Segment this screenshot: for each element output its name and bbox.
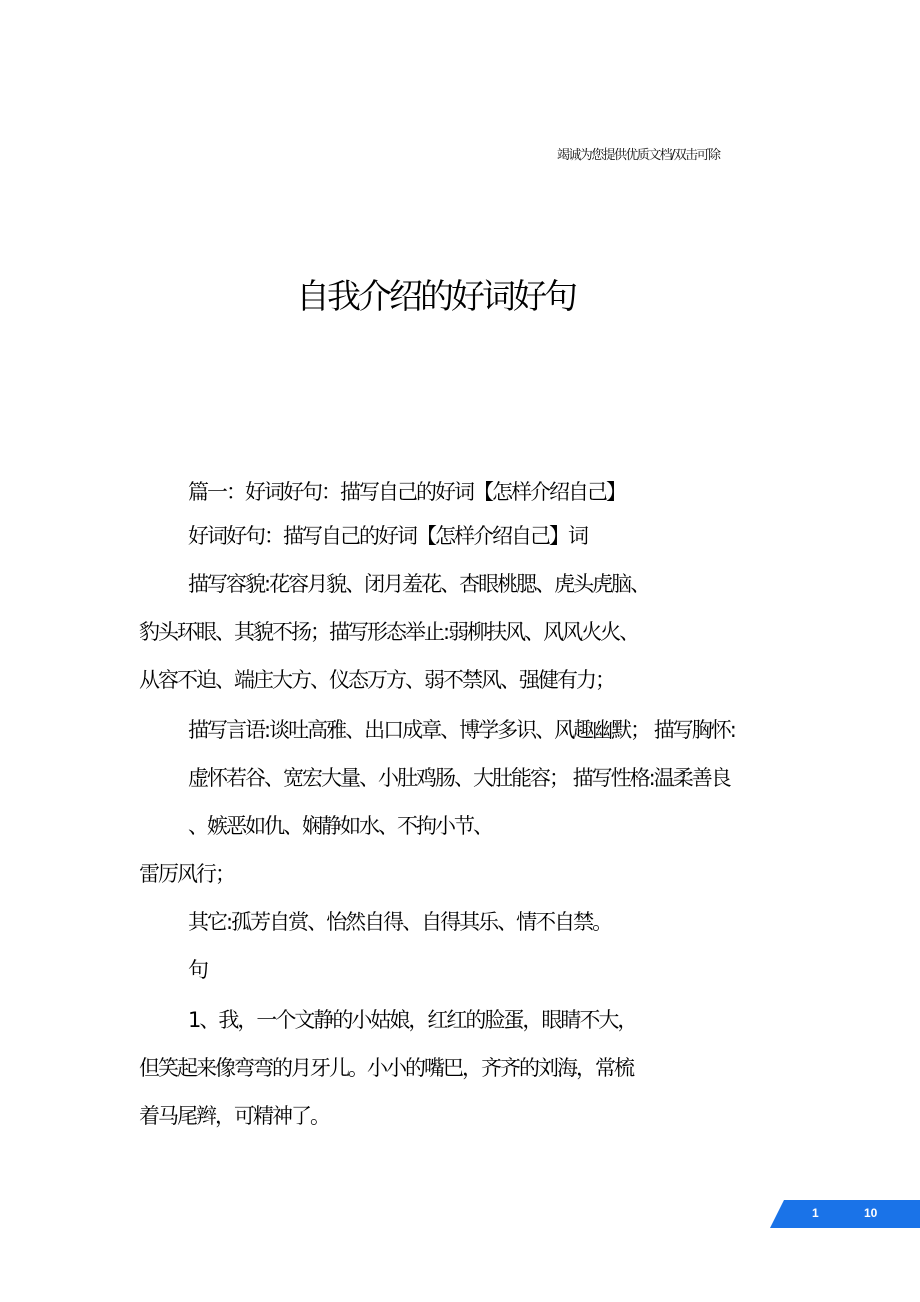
body-line-3: 描写容貌:花容月貌、闭月羞花、杏眼桃腮、虎头虎脑、 xyxy=(188,572,650,596)
body-line-12: 1、我，一个文静的小姑娘，红红的脸蛋，眼睛不大， xyxy=(188,1008,637,1032)
document-title: 自我介绍的好词好句 xyxy=(296,276,575,317)
page-footer xyxy=(770,1200,920,1228)
body-line-6: 描写言语:谈吐高雅、出口成章、博学多识、风趣幽默； 描写胸怀: xyxy=(188,718,735,742)
body-line-5: 从容不迫、端庄大方、仪态万方、弱不禁风、强健有力； xyxy=(139,668,614,692)
body-line-1: 篇一：好词好句：描写自己的好词【怎样介绍自己】 xyxy=(188,480,625,504)
body-line-7: 虚怀若谷、宽宏大量、小肚鸡肠、大肚能容； 描写性格:温柔善良 xyxy=(188,766,730,790)
body-line-11: 句 xyxy=(188,958,207,982)
body-line-2: 好词好句：描写自己的好词【怎样介绍自己】词 xyxy=(188,524,587,548)
header-note: 竭诚为您提供优质文档/双击可除 xyxy=(557,148,720,163)
body-line-10: 其它:孤芳自赏、怡然自得、自得其乐、情不自禁。 xyxy=(188,910,612,934)
body-line-9: 雷厉风行； xyxy=(139,862,234,886)
page-indicator-shape xyxy=(770,1200,920,1228)
body-line-13: 但笑起来像弯弯的月牙儿。小小的嘴巴，齐齐的刘海，常梳 xyxy=(139,1056,633,1080)
page-total-number: 10 xyxy=(864,1206,878,1220)
body-line-14: 着马尾辫，可精神了。 xyxy=(139,1104,329,1128)
body-line-8: 、嫉恶如仇、娴静如水、不拘小节、 xyxy=(188,814,492,838)
page-current-number: 1 xyxy=(812,1206,819,1220)
body-line-4: 豹头环眼、其貌不扬；描写形态举止:弱柳扶风、风风火火、 xyxy=(139,620,639,644)
